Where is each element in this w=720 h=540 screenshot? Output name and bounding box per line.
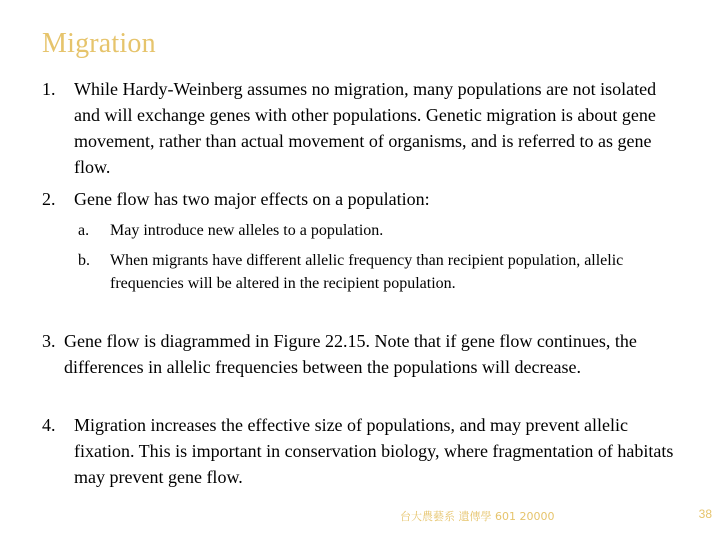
page-number: 38 [698, 507, 712, 521]
list-item-text: Gene flow has two major effects on a population: [74, 189, 430, 209]
list-item-text: While Hardy-Weinberg assumes no migration, many populations are not isolated and will exchange genes with other populations. Genetic migration is about gene movement, rather than actual movement of organisms, and is referred to as gene flow. [74, 79, 657, 177]
list-marker: 4. [42, 415, 56, 435]
list-item-text: Gene flow is diagrammed in Figure 22.15. Note that if gene flow continues, the differences in allelic frequencies between the populations will decrease. [64, 331, 637, 377]
slide-footer: 台大農藝系 遺傳學 601 20000 [400, 510, 555, 523]
sub-marker: b. [78, 252, 90, 269]
slide-title: Migration [42, 28, 156, 59]
list-marker: 3. [42, 331, 56, 351]
list-item-2 [42, 186, 682, 212]
sub-marker: a. [78, 222, 90, 239]
list-marker: 1. [42, 79, 56, 99]
list-item-text: Migration increases the effective size of populations, and may prevent allelic fixation. This is important in conservation biology, where fragmentation of habitats may prevent gene flow. [74, 415, 674, 487]
list-item-4 [42, 412, 682, 490]
list-item-3 [42, 328, 682, 380]
sub-item-a [78, 219, 638, 242]
sub-item-text: When migrants have different allelic frequency than recipient population, allelic frequencies will be altered in the recipient population. [110, 252, 624, 292]
sub-item-text: May introduce new alleles to a population. [110, 222, 384, 239]
list-item-1 [42, 76, 682, 180]
list-marker: 2. [42, 189, 56, 209]
sub-item-b [78, 249, 638, 295]
